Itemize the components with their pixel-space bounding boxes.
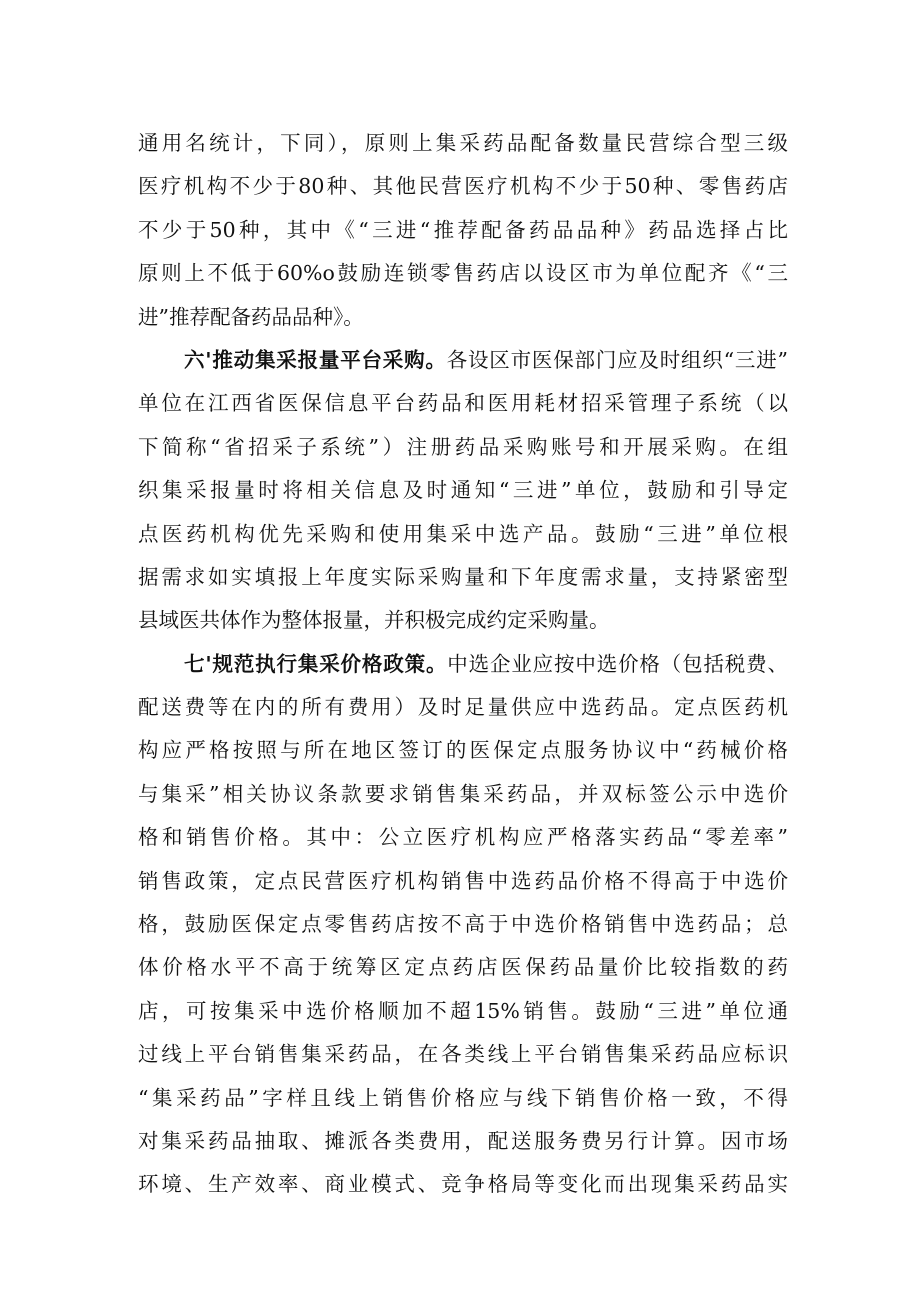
paragraph-3-line-12: 对集采药品抽取、摊派各类费用，配送服务费另行计算。因市场 bbox=[138, 1128, 788, 1153]
paragraph-2-line-5: 点医药机构优先采购和使用集采中选产品。鼓励“三进”单位根 bbox=[138, 521, 788, 546]
body-text bbox=[138, 122, 788, 1207]
paragraph-3-line-5: 格和销售价格。其中：公立医疗机构应严格落实药品“零差率” bbox=[138, 825, 788, 850]
paragraph-3-line-1-text: 中选企业应按中选价格（包括税费、 bbox=[447, 651, 789, 676]
paragraph-3-line-7: 格，鼓励医保定点零售药店按不高于中选价格销售中选药品；总 bbox=[138, 912, 788, 937]
paragraph-1-line-1: 通用名统计，下同），原则上集采药品配备数量民营综合型三级 bbox=[138, 131, 788, 155]
paragraph-2-line-6: 据需求如实填报上年度实际采购量和下年度需求量，支持紧密型 bbox=[138, 564, 788, 589]
paragraph-3-line-9: 店，可按集采中选价格顺加不超15%销售。鼓励“三进”单位通 bbox=[138, 998, 788, 1023]
paragraph-2-line-7: 县域医共体作为整体报量，并积极完成约定采购量。 bbox=[138, 608, 610, 633]
paragraph-1-line-2: 医疗机构不少于80种、其他民营医疗机构不少于50种、零售药店 bbox=[138, 174, 788, 199]
paragraph-1-line-3: 不少于50种，其中《“三进“推荐配备药品品种》药品选择占比 bbox=[138, 217, 788, 242]
paragraph-2-line-1-text: 各设区市医保部门应及时组织“三进” bbox=[446, 347, 788, 372]
paragraph-3-line-1 bbox=[138, 643, 788, 686]
paragraph-3-line-10: 过线上平台销售集采药品，在各类线上平台销售集采药品应标识 bbox=[138, 1042, 788, 1067]
paragraph-3-line-11: “集采药品”字样且线上销售价格应与线下销售价格一致，不得 bbox=[138, 1085, 788, 1110]
section-6-heading: 六'推动集采报量平台采购。 bbox=[184, 347, 447, 372]
section-7-heading: 七'规范执行集采价格政策。 bbox=[184, 651, 448, 676]
paragraph-3-line-2: 配送费等在内的所有费用）及时足量供应中选药品。定点医药机 bbox=[138, 695, 788, 720]
paragraph-3-line-13: 环境、生产效率、商业模式、竞争格局等变化而出现集采药品实 bbox=[138, 1172, 788, 1197]
paragraph-3-line-3: 构应严格按照与所在地区签订的医保定点服务协议中“药械价格 bbox=[138, 738, 788, 763]
paragraph-1-line-4: 原则上不低于60%o鼓励连锁零售药店以设区市为单位配齐《“三 bbox=[138, 261, 788, 286]
paragraph-2-line-4: 织集采报量时将相关信息及时通知“三进”单位，鼓励和引导定 bbox=[138, 478, 788, 503]
paragraph-2-line-1 bbox=[138, 339, 788, 382]
paragraph-3-line-4: 与集采”相关协议条款要求销售集采药品，并双标签公示中选价 bbox=[138, 781, 788, 806]
paragraph-3-line-6: 销售政策，定点民营医疗机构销售中选药品价格不得高于中选价 bbox=[138, 868, 788, 893]
paragraph-2-line-3: 下简称“省招采子系统”）注册药品采购账号和开展采购。在组 bbox=[138, 434, 788, 459]
paragraph-2-line-2: 单位在江西省医保信息平台药品和医用耗材招采管理子系统（以 bbox=[138, 391, 788, 416]
paragraph-1-line-5: 进”推荐配备药品品种》。 bbox=[138, 304, 364, 329]
paragraph-3-line-8: 体价格水平不高于统筹区定点药店医保药品量价比较指数的药 bbox=[138, 955, 788, 980]
